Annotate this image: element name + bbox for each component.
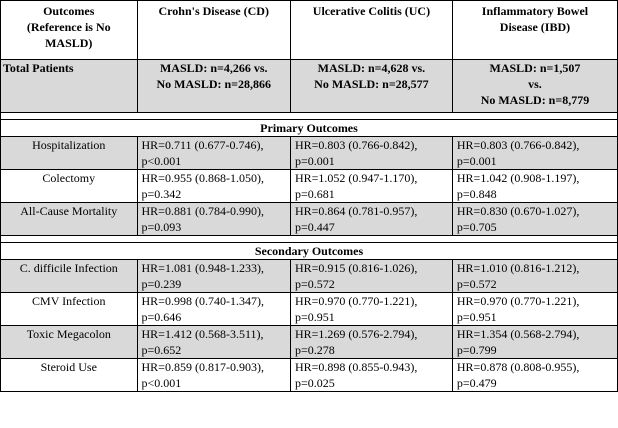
header-cd: Crohn's Disease (CD) xyxy=(137,1,290,60)
total-ibd-line1: MASLD: n=1,507 xyxy=(489,61,581,75)
hazard-ratio: HR=0.970 (0.770-1.221), xyxy=(456,294,580,308)
p-value: p=0.951 xyxy=(456,310,497,324)
header-ibd-line2: Disease (IBD) xyxy=(499,20,571,34)
hazard-ratio: HR=1.010 (0.816-1.212), xyxy=(456,261,580,275)
header-outcomes xyxy=(1,1,138,60)
hazard-ratio: HR=1.269 (0.576-2.794), xyxy=(294,327,418,341)
p-value: p=0.447 xyxy=(294,220,335,234)
hr-cell-ibd xyxy=(452,326,617,359)
p-value: p=0.001 xyxy=(294,154,335,168)
total-patients-label: Total Patients xyxy=(1,60,138,113)
hazard-ratio: HR=0.955 (0.868-1.050), xyxy=(141,171,264,185)
table-row xyxy=(1,326,618,359)
table-row xyxy=(1,203,618,236)
hazard-ratio: HR=0.711 (0.677-0.746), xyxy=(141,138,264,152)
hr-cell-uc xyxy=(290,260,452,293)
total-uc-line1: MASLD: n=4,628 vs. xyxy=(317,61,426,75)
total-ibd-line2: vs. xyxy=(528,77,542,91)
table-row xyxy=(1,137,618,170)
header-ibd xyxy=(452,1,617,60)
outcome-label: CMV Infection xyxy=(1,293,138,326)
hr-cell-cd xyxy=(137,203,290,236)
p-value: p=0.239 xyxy=(141,277,182,291)
hazard-ratio: HR=1.412 (0.568-3.511), xyxy=(141,327,264,341)
hr-cell-uc xyxy=(290,203,452,236)
p-value: p=0.093 xyxy=(141,220,182,234)
hr-cell-cd xyxy=(137,359,290,392)
hr-cell-ibd xyxy=(452,293,617,326)
primary-outcomes-body xyxy=(1,137,618,236)
header-outcomes-line2: (Reference is No xyxy=(26,20,111,34)
p-value: p=0.278 xyxy=(294,343,335,357)
hr-cell-uc xyxy=(290,293,452,326)
outcome-label: Hospitalization xyxy=(1,137,138,170)
p-value: p=0.646 xyxy=(141,310,182,324)
hr-cell-ibd xyxy=(452,170,617,203)
hazard-ratio: HR=0.915 (0.816-1.026), xyxy=(294,261,418,275)
hr-cell-ibd xyxy=(452,203,617,236)
p-value: p<0.001 xyxy=(141,154,182,168)
header-outcomes-line1: Outcomes xyxy=(43,4,95,18)
outcome-label: Toxic Megacolon xyxy=(1,326,138,359)
p-value: p=0.799 xyxy=(456,343,497,357)
hazard-ratio: HR=0.803 (0.766-0.842), xyxy=(294,138,418,152)
table-row xyxy=(1,293,618,326)
p-value: p=0.848 xyxy=(456,187,497,201)
table-row xyxy=(1,260,618,293)
p-value: p=0.681 xyxy=(294,187,335,201)
spacer-row xyxy=(1,113,618,120)
p-value: p=0.001 xyxy=(456,154,497,168)
hazard-ratio: HR=0.859 (0.817-0.903), xyxy=(141,360,264,374)
p-value: p=0.652 xyxy=(141,343,182,357)
secondary-outcomes-body xyxy=(1,260,618,392)
p-value: p=0.951 xyxy=(294,310,335,324)
total-cd-line1: MASLD: n=4,266 vs. xyxy=(159,61,268,75)
hazard-ratio: HR=1.052 (0.947-1.170), xyxy=(294,171,418,185)
hr-cell-cd xyxy=(137,293,290,326)
total-cd xyxy=(137,60,290,113)
p-value: p=0.572 xyxy=(294,277,335,291)
spacer-cell xyxy=(1,113,618,120)
spacer-row xyxy=(1,236,618,243)
hr-cell-ibd xyxy=(452,137,617,170)
table-row xyxy=(1,359,618,392)
hr-cell-uc xyxy=(290,170,452,203)
hazard-ratio: HR=0.998 (0.740-1.347), xyxy=(141,294,264,308)
hazard-ratio: HR=0.830 (0.670-1.027), xyxy=(456,204,580,218)
header-ibd-line1: Inflammatory Bowel xyxy=(481,4,589,18)
header-uc: Ulcerative Colitis (UC) xyxy=(290,1,452,60)
hr-cell-cd xyxy=(137,260,290,293)
total-ibd-line3: No MASLD: n=8,779 xyxy=(480,93,590,107)
p-value: p=0.342 xyxy=(141,187,182,201)
total-cd-line2: No MASLD: n=28,866 xyxy=(156,77,271,91)
hazard-ratio: HR=1.081 (0.948-1.233), xyxy=(141,261,264,275)
header-outcomes-line3: MASLD) xyxy=(45,36,93,50)
hazard-ratio: HR=0.803 (0.766-0.842), xyxy=(456,138,580,152)
hazard-ratio: HR=0.878 (0.808-0.955), xyxy=(456,360,580,374)
primary-section-row xyxy=(1,120,618,137)
hazard-ratio: HR=1.354 (0.568-2.794), xyxy=(456,327,580,341)
hr-cell-cd xyxy=(137,137,290,170)
outcome-label: Steroid Use xyxy=(1,359,138,392)
p-value: p=0.705 xyxy=(456,220,497,234)
hr-cell-uc xyxy=(290,137,452,170)
outcome-label: All-Cause Mortality xyxy=(1,203,138,236)
hazard-ratio: HR=0.881 (0.784-0.990), xyxy=(141,204,264,218)
hr-cell-uc xyxy=(290,359,452,392)
total-uc xyxy=(290,60,452,113)
spacer-cell xyxy=(1,236,618,243)
hazard-ratio: HR=0.864 (0.781-0.957), xyxy=(294,204,418,218)
hr-cell-cd xyxy=(137,326,290,359)
hr-cell-cd xyxy=(137,170,290,203)
p-value: p=0.479 xyxy=(456,376,497,390)
total-ibd xyxy=(452,60,617,113)
outcome-label: Colectomy xyxy=(1,170,138,203)
total-uc-line2: No MASLD: n=28,577 xyxy=(314,77,429,91)
p-value: p<0.001 xyxy=(141,376,182,390)
hazard-ratio: HR=0.970 (0.770-1.221), xyxy=(294,294,418,308)
hr-cell-ibd xyxy=(452,260,617,293)
hr-cell-uc xyxy=(290,326,452,359)
total-patients-row xyxy=(1,60,618,113)
header-row xyxy=(1,1,618,60)
outcome-label: C. difficile Infection xyxy=(1,260,138,293)
p-value: p=0.572 xyxy=(456,277,497,291)
secondary-section-row xyxy=(1,243,618,260)
hazard-ratio: HR=0.898 (0.855-0.943), xyxy=(294,360,418,374)
primary-section-title: Primary Outcomes xyxy=(1,120,618,137)
secondary-section-title: Secondary Outcomes xyxy=(1,243,618,260)
hr-cell-ibd xyxy=(452,359,617,392)
p-value: p=0.025 xyxy=(294,376,335,390)
hazard-ratio: HR=1.042 (0.908-1.197), xyxy=(456,171,580,185)
table-row xyxy=(1,170,618,203)
